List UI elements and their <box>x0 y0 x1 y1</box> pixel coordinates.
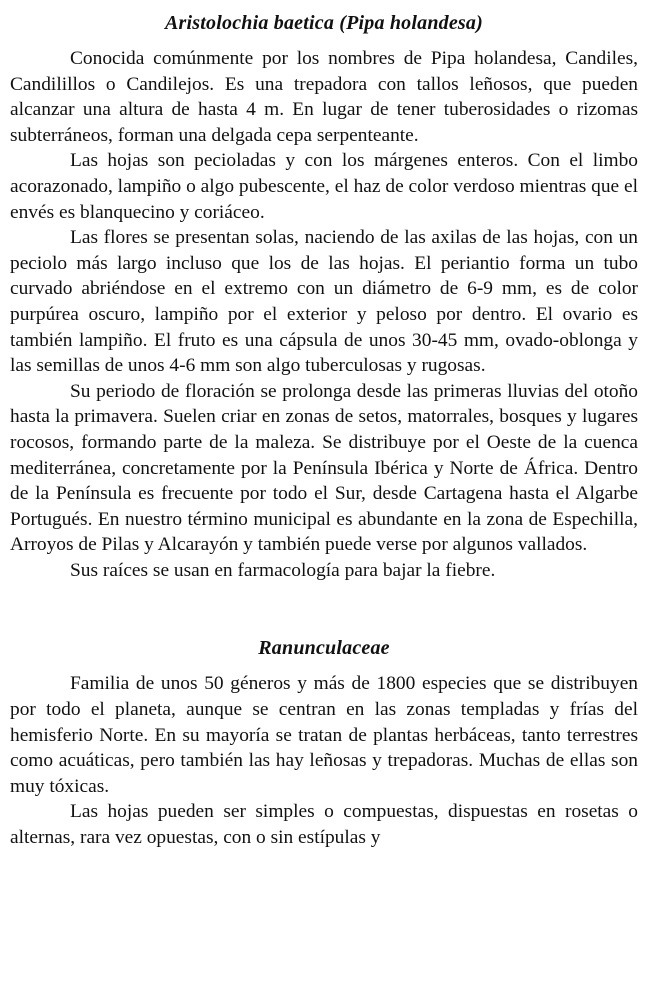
section-body-ranunculaceae <box>10 671 638 850</box>
paragraph: Las hojas pueden ser simples o compuestas, dispuestas en rosetas o alternas, rara vez opuestas, con o sin estípulas y <box>10 801 638 849</box>
document-page <box>10 0 638 851</box>
paragraph: Su periodo de floración se prolonga desde las primeras lluvias del otoño hasta la primavera. Suelen criar en zonas de setos, matorrales, bosques y lugares rocosos, formando parte de la maleza. Se distribuye por el Oeste de la cuenca mediterránea, concretamente por la Península Ibérica y Norte de África. Dentro de la Península es frecuente por todo el Sur, desde Cartagena hasta el Algarbe Portugués. En nuestro término municipal es abundante en la zona de Espechilla, Arroyos de Pilas y Alcarayón y también puede verse por algunos vallados. <box>10 380 638 556</box>
paragraph: Las hojas son pecioladas y con los márgenes enteros. Con el limbo acorazonado, lampiño o algo pubescente, el haz de color verdoso mientras que el envés es blanquecino y coriáceo. <box>10 150 638 223</box>
section-title-aristolochia: Aristolochia baetica (Pipa holandesa) <box>165 12 483 34</box>
paragraph: Conocida comúnmente por los nombres de Pipa holandesa, Candiles, Candilillos o Candilejos. Es una trepadora con tallos leñosos, que pueden alcanzar una altura de hasta 4 m. En lugar de tener tuberosidades o rizomas subterráneos, forman una delgada cepa serpenteante. <box>10 48 638 146</box>
paragraph: Familia de unos 50 géneros y más de 1800 especies que se distribuyen por todo el planeta, aunque se centran en las zonas templadas y frías del hemisferio Norte. En su mayoría se tratan de plantas herbáceas, tanto terrestres como acuáticas, pero también las hay leñosas y trepadoras. Muchas de ellas son muy tóxicas. <box>10 673 638 797</box>
section-body-aristolochia <box>10 46 638 583</box>
section-title-ranunculaceae: Ranunculaceae <box>258 637 390 660</box>
paragraph: Las flores se presentan solas, naciendo de las axilas de las hojas, con un peciolo más largo incluso que los de las hojas. El periantio forma un tubo curvado abriéndose en el extremo con un diámetro de 6-9 mm, es de color purpúrea oscuro, lampiño por el exterior y peloso por dentro. El ovario es también lampiño. El fruto es una cápsula de unos 30-45 mm, ovado-oblonga y las semillas de unos 4-6 mm son algo tuberculosas y rugosas. <box>10 227 638 377</box>
paragraph: Sus raíces se usan en farmacología para bajar la fiebre. <box>70 559 496 581</box>
